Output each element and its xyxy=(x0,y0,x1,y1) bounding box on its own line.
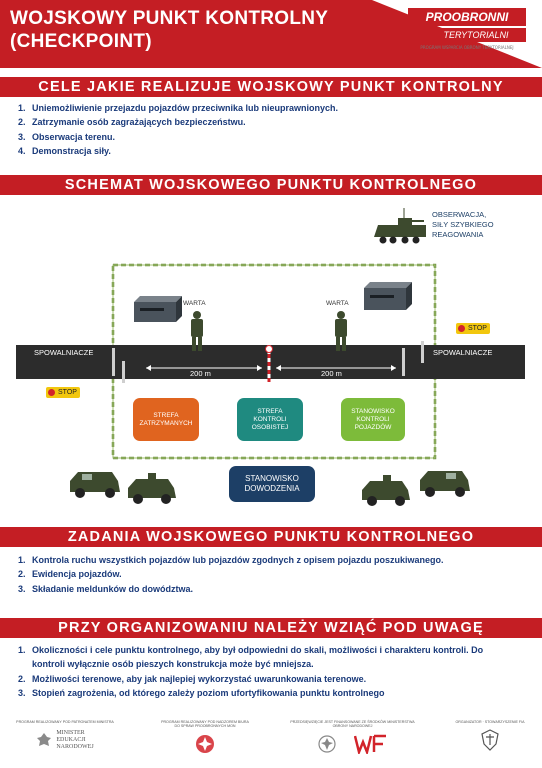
stop-sign-left: STOP xyxy=(46,387,80,398)
list-item: 2. Zatrzymanie osób zagrażających bezpieczeństwu. xyxy=(18,117,246,128)
barrier-post xyxy=(266,346,273,353)
wf-logo-icon xyxy=(354,734,388,754)
eagle-emblem-icon xyxy=(36,732,52,750)
organizer-emblem-icon xyxy=(480,729,500,751)
speed-bump xyxy=(402,348,405,376)
mon-eagle-icon xyxy=(318,734,336,754)
distance-label-left: 200 m xyxy=(190,369,211,378)
page-subtitle: (CHECKPOINT) xyxy=(10,31,152,52)
distance-label-right: 200 m xyxy=(321,369,342,378)
stop-light-icon xyxy=(48,389,55,396)
logo-line2: TERYTORIALNI xyxy=(426,28,526,42)
humvee-icon xyxy=(70,472,120,498)
speed-bump xyxy=(421,341,424,363)
list-item: 3. Składanie meldunków do dowództwa. xyxy=(18,583,194,594)
humvee-icon xyxy=(362,475,410,506)
section-heading-cele: CELE JAKIE REALIZUJE WOJSKOWY PUNKT KONTROLNY xyxy=(0,77,542,97)
observation-label: OBSERWACJA, SIŁY SZYBKIEGO REAGOWANIA xyxy=(432,210,494,239)
humvee-icon xyxy=(420,471,470,497)
section-heading-schemat: SCHEMAT WOJSKOWEGO PUNKTU KONTROLNEGO xyxy=(0,175,542,195)
logo-tagline: PROGRAM WSPARCIA OBRONY TERYTORIALNEJ xyxy=(420,45,514,50)
list-item: 2. Ewidencja pojazdów. xyxy=(18,569,122,580)
zone-personal-control: STREFA KONTROLI OSOBISTEJ xyxy=(237,398,303,441)
list-item: 3. Obserwacja terenu. xyxy=(18,131,116,142)
guard-label-left: WARTA xyxy=(183,300,206,307)
zone-vehicle-control: STANOWISKO KONTROLI POJAZDÓW xyxy=(341,398,405,441)
speed-bumps-label-left: SPOWALNIACZE xyxy=(34,348,94,357)
command-post: STANOWISKO DOWODZENIA xyxy=(229,466,315,502)
speed-bumps-label-right: SPOWALNIACZE xyxy=(433,348,493,357)
page-title: WOJSKOWY PUNKT KONTROLNY xyxy=(10,8,329,29)
logo-line1: PROOBRONNI xyxy=(408,8,526,26)
logo-url: WWW.PROOBRONNI-TERYTORIALNI.PL xyxy=(440,64,526,68)
proobronni-logo xyxy=(408,8,526,68)
checkpoint-diagram xyxy=(0,198,542,524)
stop-sign-right: STOP xyxy=(456,323,490,334)
list-item: 3. Stopień zagrożenia, od którego zależy poziom ufortyfikowania punktu kontrolnego xyxy=(18,687,385,698)
speed-bump xyxy=(122,361,125,383)
section-heading-zadania: ZADANIA WOJSKOWEGO PUNKTU KONTROLNEGO xyxy=(0,527,542,547)
humvee-icon xyxy=(128,473,176,504)
page-header xyxy=(0,0,542,68)
list-item: 1. Uniemożliwienie przejazdu pojazdów przeciwnika lub nieuprawnionych. xyxy=(18,103,339,113)
list-item: 1. Okoliczności i cele punktu kontrolnego, aby był odpowiedni do skali, możliwości i charakteru kontroli. Do kontroli wyłącznie osób pieszych konstrukcja może być mniejsza. xyxy=(18,645,484,670)
footer-supervision: PROGRAM REALIZOWANY POD NADZOREM BIURA DO SPRAW PROOBRONNYCH MON xyxy=(160,720,250,755)
zone-detained: STREFA ZATRZYMANYCH xyxy=(133,398,199,441)
section-heading-uwaga: PRZY ORGANIZOWANIU NALEŻY WZIĄĆ POD UWAGĘ xyxy=(0,618,542,638)
footer-funding: PRZEDSIĘWZIĘCIE JEST FINANSOWANE ZE ŚRODKÓW MINISTERSTWA OBRONY NARODOWEJ xyxy=(290,720,415,754)
speed-bump xyxy=(112,348,115,376)
page-footer xyxy=(0,712,542,768)
footer-patronage: PROGRAM REALIZOWANY POD PATRONATEM MINISTRA MINISTER EDUKACJI NARODOWEJ xyxy=(16,720,114,750)
cele-list xyxy=(18,101,528,158)
zadania-list xyxy=(18,553,532,596)
guard-label-right: WARTA xyxy=(326,300,349,307)
footer-organizer: ORGANIZATOR · STOWARZYSZENIE FIA xyxy=(445,720,535,752)
list-item: 1. Kontrola ruchu wszystkich pojazdów lub pojazdów zgodnych z opisem pojazdu poszukiwanego. xyxy=(18,555,444,565)
bunker-right-icon xyxy=(364,282,412,310)
list-item: 4. Demonstracja siły. xyxy=(18,145,111,156)
stop-light-icon xyxy=(458,325,465,332)
list-item: 2. Możliwości terenowe, aby jak najlepiej wykorzystać uwarunkowania terenowe. xyxy=(18,673,367,684)
armored-vehicle-icon xyxy=(374,208,426,244)
uwaga-list xyxy=(18,643,518,700)
military-cross-icon xyxy=(195,734,215,754)
bunker-left-icon xyxy=(134,296,182,322)
